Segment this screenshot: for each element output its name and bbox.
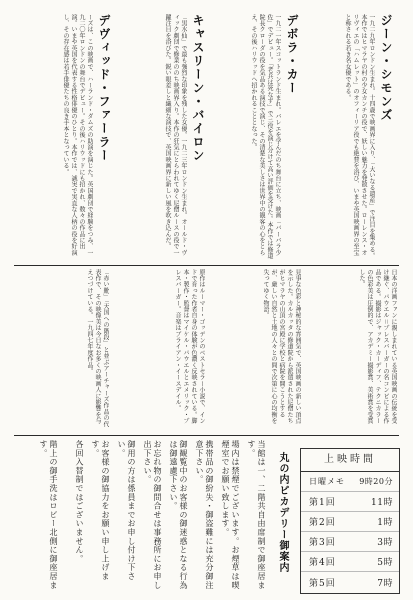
divider-lower (14, 435, 399, 436)
schedule-row (301, 512, 399, 532)
schedule-showing-time: 11時 (371, 498, 393, 508)
notice-item: 携帯品の御紛失・御盗難には充分御注意下さい。 (195, 440, 214, 590)
cast-bio-deborah-kerr: 一九二一年スコットランド生まれ。バレエを学んだのち舞台に立ち、映画「バーバラ少佐」でデビュー。「老兵は死なず」で三役を演じ分けて高い評価を受けた。本作では修道院長クローダの役を気品ある演技で演じ、その清楚な美しさは世界中の観客の心をとらえ、その後ハリウッドへ招かれることとなった。 (250, 14, 281, 259)
schedule-showing-label: 第4回 (309, 558, 336, 568)
cast-bio-david-farrar: ーズは、この映画で、ハーランド・ダムズの助演を演じた。英国劇団で経験をつみ、一九二〇年ロンドンの舞台でデビュー。その後ハリウッドにも招かれ、数々の作品に出演。いまや英国を代表する性格俳優のひとり。本作では、誠実で実直な人柄の役を好演し、その存在感は若手俳優たちの良き手本となっている。 (62, 14, 93, 256)
notice-item: 階上の御手洗はロビー北側に御座居ます。 (39, 440, 58, 590)
schedule-row (301, 492, 399, 512)
schedule-row (301, 552, 399, 572)
cast-name-david-farrar: デヴィッド・ファーラー (97, 14, 111, 163)
notice-item: 御観覧中のお客様の御迷惑となる行為は御遠慮下さい。 (169, 440, 188, 590)
schedule-showing-time: 1時 (377, 518, 393, 528)
cast-name-jean-simmons: ジーン・シモンズ (379, 14, 393, 122)
schedule-header-row (301, 472, 399, 492)
schedule-showing-label: 第2回 (309, 518, 336, 528)
notice-item: お忘れ物の御問合せは事務所にお申し出下さい。 (143, 440, 162, 590)
showtime-schedule (300, 448, 400, 594)
schedule-header-label: 日曜メモ (309, 477, 345, 486)
commentary-section (14, 269, 399, 431)
schedule-row (301, 572, 399, 592)
schedule-showing-time: 7時 (377, 578, 393, 589)
schedule-showing-label: 第3回 (309, 538, 336, 548)
schedule-showing-label: 第1回 (309, 498, 336, 508)
schedule-header-value: 9時20分 (359, 477, 393, 486)
notice-item: 御用の方は係員までお申し付け下さい。 (117, 440, 136, 581)
notice-item: お客様の御協力をお願い申し上げます。 (91, 440, 110, 581)
divider-upper (14, 265, 399, 266)
schedule-showing-time: 3時 (377, 538, 393, 548)
notices-section (14, 440, 296, 596)
schedule-showing-time: 5時 (377, 558, 393, 568)
cast-bio-kathleen-byron: 「黒水仙」で最も強烈な印象を残した女優。一九二三年ロンドン生まれ。オールド・ヴィック劇団で修業ののち映画界入り。本作の狂気にとらわれてゆく尼僧ルースの役で一躍注目を浴びた。鋭い眼差しと繊細な演技で、英国映画界に新しい風を吹き込んだ。 (164, 14, 187, 256)
commentary-paragraph: 原作はルーマー・ゴッデンのベストセラー小説で、インドで育った作者自身の体験が色濃く反映されている。脚本・製作・監督はマイケル・パウエルとエメリック・プレスバーガー。音楽はブライアン・イースデイル。 (174, 269, 205, 424)
notice-item: 各回入替制ではございません。 (75, 440, 84, 564)
schedule-showing-label: 第5回 (309, 578, 336, 589)
cast-name-kathleen-byron: キャスリーン・バイロン (191, 14, 205, 163)
notice-item: 当館は一、二階共自由席制で御座居ます。 (247, 440, 266, 590)
commentary-paragraph: 見事な色彩と神秘的な雰囲気で、英国映画の新しい頂点を示した。カルカッタの修道院から派遣された尼僧たちがヒマラヤの山頂の宮殿に学校と病院を開こうとするが、厳しい自然と土地の人々との間で次第に心の均衡を失ってゆく物語。 (262, 269, 301, 424)
cast-bio-jean-simmons: 一九二九年ロンドン生まれ。十四歳で映画界に入り、「大いなる遺産」で注目を集める。本作ではヒマラヤの村の少女カンチの役で、妖しい魅力を発散させた。ローレンス・オリヴィエの「ハムレット」のオフィーリア役でも絶賛を浴び、いまや英国映画界の至宝と称される若き名女優である。 (344, 14, 375, 259)
schedule-title: 上映時間 (301, 449, 399, 472)
cast-section (14, 14, 399, 262)
cast-name-deborah-kerr: デボラ・カー (285, 14, 299, 95)
schedule-row (301, 532, 399, 552)
notices-title: 丸の内ピカデリー御案内 (277, 452, 288, 573)
commentary-paragraph: 日本の洋画ファンに親しまれている英国映画の伝統を受け継ぐ、パウエル＝プレスバーガーの名コンビによる作品である。撮影はジャック・カーディフ、テクニカラーの色彩美は圧倒的で、アカデミー撮影賞、美術賞を受賞した。 (358, 269, 397, 424)
notice-item: 場内は禁煙でございます。お煙草は喫煙室でお願い致します。 (221, 440, 240, 590)
commentary-paragraph: 「赤い靴」「天国への階段」と並ぶアーチャーズ作品の代表作で、その映像美は今日なお多くの映画人に影響を与えつづけている。一九四七年度作品。 (86, 269, 109, 428)
